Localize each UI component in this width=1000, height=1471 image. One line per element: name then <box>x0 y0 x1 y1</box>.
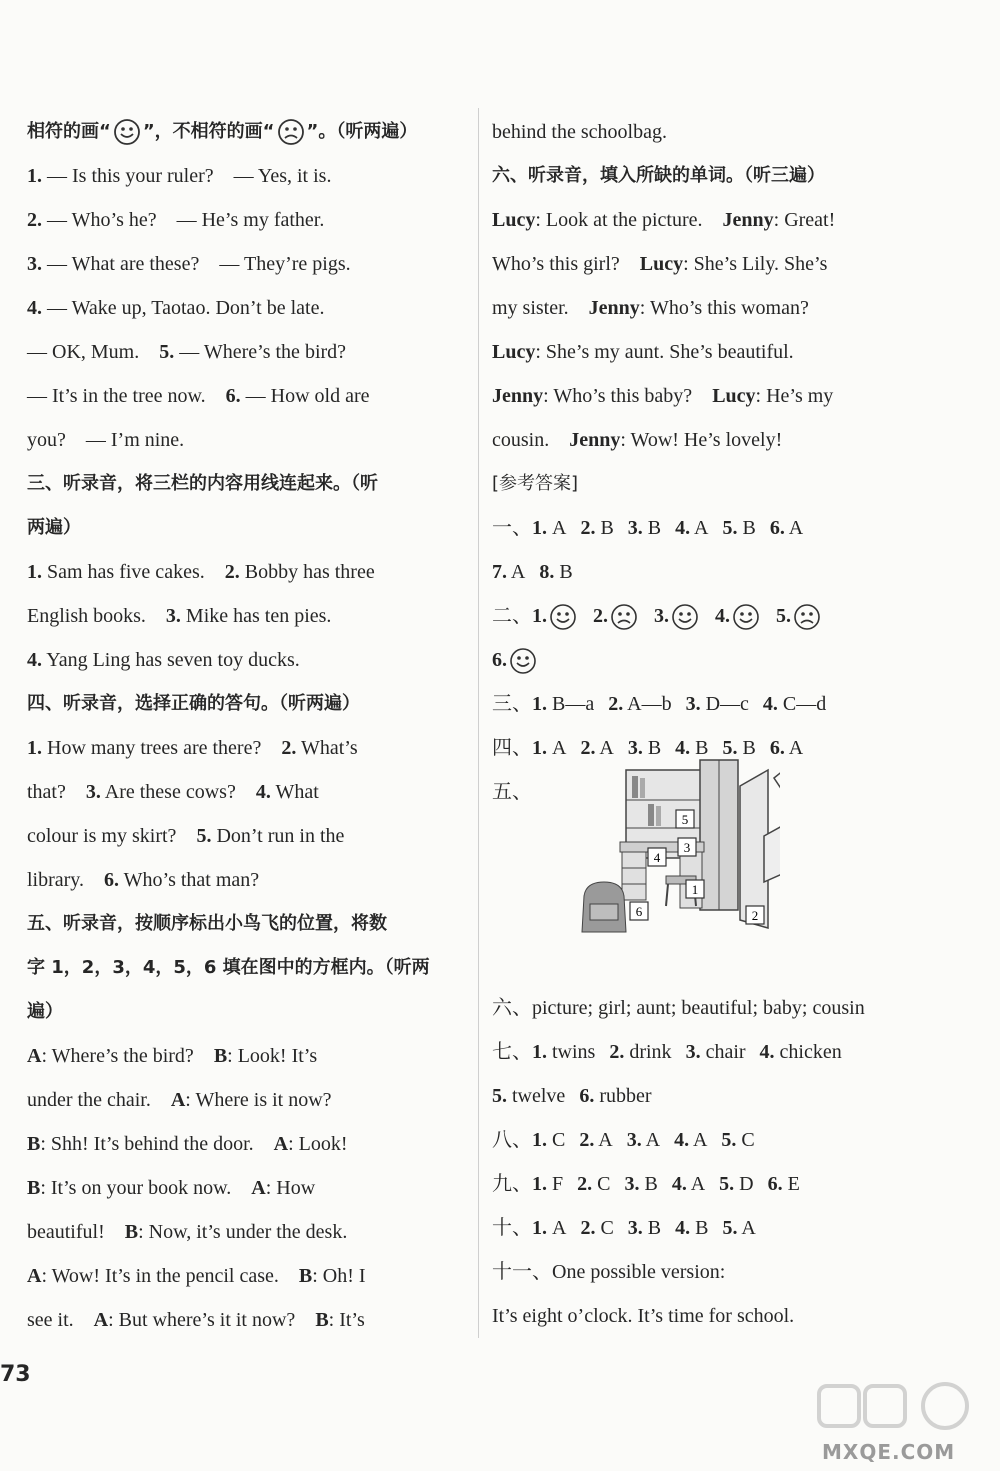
speaker: Jenny <box>492 385 544 407</box>
answer: A <box>694 517 709 539</box>
text: ”。（听两遍） <box>306 121 418 142</box>
page-number: 73 <box>0 1362 31 1387</box>
answer: A <box>788 517 804 539</box>
speaker: B <box>27 1133 41 1155</box>
answer-row-1-cont <box>492 550 912 594</box>
text: : Wow! He’s lovely! <box>620 429 783 451</box>
answer: rubber <box>599 1085 652 1107</box>
item-number: 3. <box>685 693 701 715</box>
item-number: 1. <box>27 737 42 759</box>
text: : Look at the picture. <box>535 209 723 231</box>
text: beautiful! <box>27 1221 125 1243</box>
item-number: 2. <box>580 1217 596 1239</box>
answer: A <box>552 737 567 759</box>
answer: A—b <box>627 693 672 715</box>
text: : Wow! It’s in the pencil case. <box>41 1265 299 1287</box>
answer: A <box>510 561 526 583</box>
answer: B <box>695 737 709 759</box>
item-number: 7. <box>492 561 507 583</box>
script-line <box>27 374 447 418</box>
answer: D—c <box>705 693 749 715</box>
dialogue-line <box>27 1254 447 1298</box>
text: my sister. <box>492 297 589 319</box>
text: : Look! It’s <box>227 1045 318 1067</box>
answer: A <box>598 1129 613 1151</box>
text: — Who’s he? — He’s my father. <box>42 209 325 231</box>
item-number: 3. <box>85 781 101 803</box>
room-illustration <box>550 756 780 952</box>
answer: C <box>597 1173 611 1195</box>
answer: B <box>559 561 573 583</box>
answer-box-label: 5 <box>681 812 689 827</box>
answer-row-3 <box>492 682 912 726</box>
text: : She’s Lily. She’s <box>683 253 828 275</box>
answer-row-9 <box>492 1162 912 1206</box>
item-number: 2. <box>580 517 596 539</box>
section-2-instruction <box>27 110 447 154</box>
item-number: 6. <box>492 649 507 671</box>
speaker: A <box>27 1265 42 1287</box>
section-4-heading: 四、听录音，选择正确的答句。（听两遍） <box>27 693 360 714</box>
answer: B—a <box>552 693 595 715</box>
item-number: 3. <box>627 1217 643 1239</box>
script-line <box>27 154 447 198</box>
answer-row-11-text: It’s eight o’clock. It’s time for school. <box>492 1305 795 1327</box>
speaker: B <box>213 1045 228 1067</box>
text: colour is my skirt? <box>27 825 197 847</box>
column-divider <box>478 108 479 1338</box>
text: — What are these? — They’re pigs. <box>42 253 351 275</box>
answer: F <box>552 1173 564 1195</box>
text: 相符的画“ <box>27 121 111 142</box>
text: — It’s in the tree now. <box>27 385 226 407</box>
item-number: 2. <box>281 737 297 759</box>
item-number: 5. <box>159 341 175 363</box>
script-line <box>27 638 447 682</box>
text: What’s <box>296 737 358 759</box>
item-number: 1. <box>532 737 547 759</box>
item-number: 3. <box>624 1173 640 1195</box>
answer-prefix: 四、 <box>492 737 532 759</box>
item-number: 1. <box>532 1041 547 1063</box>
text: Mike has ten pies. <box>180 605 332 627</box>
item-number: 1. <box>532 605 547 627</box>
answer: B <box>742 517 756 539</box>
sad-face-icon <box>793 603 821 631</box>
smiley-face-icon <box>509 647 537 675</box>
answer: A <box>552 1217 567 1239</box>
dialogue-line <box>492 198 912 242</box>
smiley-face-icon <box>113 118 141 146</box>
item-number: 2. <box>224 561 240 583</box>
answer-box <box>746 906 764 924</box>
answer: C <box>600 1217 614 1239</box>
item-number: 2. <box>580 737 596 759</box>
item-number: 3. <box>626 1129 642 1151</box>
speaker: Jenny <box>722 209 774 231</box>
answer: C <box>552 1129 566 1151</box>
answer-row-6 <box>492 986 912 1030</box>
speaker: B <box>124 1221 139 1243</box>
dialogue-line <box>27 1034 447 1078</box>
text: : Who’s this woman? <box>639 297 809 319</box>
answer-row-1 <box>492 506 912 550</box>
answer-box <box>686 880 704 898</box>
item-number: 2. <box>608 693 624 715</box>
sad-face-icon <box>610 603 638 631</box>
answer: A <box>692 1129 708 1151</box>
item-number: 4. <box>675 1217 691 1239</box>
answer: B <box>647 517 662 539</box>
text: : Where’s the bird? <box>41 1045 214 1067</box>
item-number: 4. <box>27 297 42 319</box>
item-number: 4. <box>759 1041 775 1063</box>
dialogue-line: behind the schoolbag. <box>492 121 667 143</box>
answer-prefix: 九、 <box>492 1173 532 1195</box>
answer-row-2-cont <box>492 638 912 682</box>
item-number: 6. <box>767 1173 783 1195</box>
speaker: B <box>315 1309 329 1331</box>
answer-prefix: 八、 <box>492 1129 532 1151</box>
answer-box <box>676 810 694 828</box>
smiley-face-icon <box>549 603 577 631</box>
text: Yang Ling has seven toy ducks. <box>42 649 300 671</box>
item-number: 3. <box>27 253 42 275</box>
smiley-face-icon <box>732 603 760 631</box>
answer: B <box>647 1217 662 1239</box>
script-line <box>27 858 447 902</box>
answer-box <box>678 838 696 856</box>
answer: chair <box>705 1041 746 1063</box>
speaker: Lucy <box>492 209 536 231</box>
script-line <box>27 814 447 858</box>
answer: B <box>644 1173 658 1195</box>
item-number: 4. <box>27 649 42 671</box>
speaker: A <box>170 1089 186 1111</box>
dialogue-line <box>492 330 912 374</box>
text: see it. <box>27 1309 94 1331</box>
text: Are these cows? <box>100 781 256 803</box>
script-line <box>27 726 447 770</box>
text: : But where’s it it now? <box>108 1309 316 1331</box>
dialogue-line <box>27 1078 447 1122</box>
item-number: 4. <box>675 517 691 539</box>
answer-box <box>630 902 648 920</box>
item-number: 4. <box>671 1173 687 1195</box>
answer-key-heading: [参考答案] <box>492 473 579 494</box>
sad-face-icon <box>277 118 305 146</box>
answer: E <box>787 1173 800 1195</box>
answer: drink <box>629 1041 672 1063</box>
script-line <box>27 286 447 330</box>
text: : Oh! I <box>312 1265 366 1287</box>
answer-row-2 <box>492 594 912 638</box>
item-number: 3. <box>627 517 643 539</box>
answer-prefix: 六、 <box>492 997 532 1019</box>
answer: D <box>739 1173 754 1195</box>
text: What <box>270 781 319 803</box>
text: Don’t run in the <box>211 825 345 847</box>
item-number: 6. <box>769 517 785 539</box>
item-number: 5. <box>722 1217 738 1239</box>
text: : Great! <box>773 209 836 231</box>
text: — Wake up, Taotao. Don’t be late. <box>42 297 325 319</box>
answer: A <box>788 737 804 759</box>
item-number: 1. <box>532 1129 547 1151</box>
script-line: you? — I’m nine. <box>27 429 185 451</box>
answer: B <box>695 1217 709 1239</box>
answer: A <box>741 1217 756 1239</box>
item-number: 6. <box>104 869 120 891</box>
speaker: A <box>251 1177 266 1199</box>
speaker: A <box>27 1045 42 1067</box>
text: Bobby has three <box>239 561 375 583</box>
text: : Now, it’s under the desk. <box>138 1221 348 1243</box>
item-number: 4. <box>715 605 730 627</box>
speaker: B <box>27 1177 41 1199</box>
item-number: 2. <box>593 605 608 627</box>
text: library. <box>27 869 105 891</box>
item-number: 1. <box>27 561 42 583</box>
answer-prefix: 三、 <box>492 693 532 715</box>
text: — OK, Mum. <box>27 341 160 363</box>
answer-row-11: 十一、One possible version: <box>492 1261 726 1283</box>
item-number: 5. <box>196 825 212 847</box>
speaker: Lucy <box>712 385 756 407</box>
item-number: 2. <box>579 1129 595 1151</box>
answer: A <box>599 737 614 759</box>
script-line <box>27 198 447 242</box>
text: : How <box>265 1177 316 1199</box>
answer-box-label: 1 <box>691 882 699 897</box>
dialogue-line <box>492 418 912 462</box>
speaker: B <box>298 1265 313 1287</box>
dialogue-line <box>27 1210 447 1254</box>
answer-row-10 <box>492 1206 912 1250</box>
answer-box-label: 2 <box>751 908 759 923</box>
answer-row-8 <box>492 1118 912 1162</box>
answer: B <box>647 737 662 759</box>
text: : She’s my aunt. She’s beautiful. <box>535 341 794 363</box>
answer-prefix: 一、 <box>492 517 532 539</box>
item-number: 4. <box>762 693 778 715</box>
watermark-text: MXQE.COM <box>822 1440 956 1464</box>
text: : Where is it now? <box>185 1089 332 1111</box>
text: : He’s my <box>755 385 834 407</box>
section-5-heading: 五、听录音，按顺序标出小鸟飞的位置，将数 <box>27 913 387 934</box>
text: Sam has five cakes. <box>42 561 225 583</box>
item-number: 1. <box>532 517 547 539</box>
answer: twelve <box>512 1085 566 1107</box>
item-number: 5. <box>719 1173 735 1195</box>
dialogue-line <box>492 286 912 330</box>
left-column <box>27 110 447 1342</box>
item-number: 8. <box>539 561 555 583</box>
text: Who’s that man? <box>119 869 260 891</box>
answer: C—d <box>782 693 827 715</box>
item-number: 4. <box>675 737 691 759</box>
text: : It’s on your book now. <box>40 1177 252 1199</box>
section-6-heading: 六、听录音，填入所缺的单词。（听三遍） <box>492 165 825 186</box>
text: that? <box>27 781 86 803</box>
item-number: 3. <box>165 605 181 627</box>
answer-box-label: 4 <box>653 850 661 865</box>
dialogue-line <box>492 242 912 286</box>
item-number: 2. <box>609 1041 625 1063</box>
dialogue-line <box>27 1298 447 1342</box>
speaker: Jenny <box>588 297 640 319</box>
answer-row-7-cont <box>492 1074 912 1118</box>
dialogue-line <box>27 1122 447 1166</box>
answer: B <box>742 737 756 759</box>
speaker: Jenny <box>569 429 621 451</box>
text: : Who’s this baby? <box>543 385 713 407</box>
item-number: 5. <box>722 737 738 759</box>
item-number: 1. <box>532 693 547 715</box>
item-number: 6. <box>225 385 241 407</box>
section-5-heading-end: 遍） <box>27 1001 63 1022</box>
answer-prefix: 七、 <box>492 1041 532 1063</box>
answer: twins <box>552 1041 596 1063</box>
script-line <box>27 594 447 638</box>
item-number: 1. <box>532 1217 547 1239</box>
answer: C <box>741 1129 755 1151</box>
item-number: 5. <box>776 605 791 627</box>
speaker: A <box>93 1309 109 1331</box>
dialogue-line <box>492 374 912 418</box>
text: Who’s this girl? <box>492 253 640 275</box>
item-number: 2. <box>27 209 42 231</box>
item-number: 5. <box>721 1129 737 1151</box>
script-line <box>27 550 447 594</box>
dialogue-line <box>27 1166 447 1210</box>
answer-box-label: 3 <box>683 840 691 855</box>
item-number: 3. <box>627 737 643 759</box>
item-number: 1. <box>532 1173 547 1195</box>
text: — Where’s the bird? <box>174 341 347 363</box>
item-number: 2. <box>577 1173 593 1195</box>
item-number: 5. <box>492 1085 507 1107</box>
speaker: Lucy <box>639 253 684 275</box>
section-3-heading-cont: 两遍） <box>27 517 81 538</box>
item-number: 5. <box>722 517 738 539</box>
speaker: Lucy <box>492 341 536 363</box>
script-line <box>27 242 447 286</box>
answer-prefix: 十、 <box>492 1217 532 1239</box>
answer-prefix: 二、 <box>492 605 532 627</box>
answer: A <box>645 1129 661 1151</box>
script-line <box>27 770 447 814</box>
text: : Shh! It’s behind the door. <box>40 1133 274 1155</box>
section-3-heading: 三、听录音，将三栏的内容用线连起来。（听 <box>27 473 378 494</box>
answer-prefix: 五、 <box>492 781 532 803</box>
text: : It’s <box>328 1309 365 1331</box>
speaker: A <box>273 1133 289 1155</box>
text: cousin. <box>492 429 570 451</box>
answer: A <box>552 517 567 539</box>
answer: A <box>690 1173 706 1195</box>
item-number: 3. <box>685 1041 701 1063</box>
section-5-heading-cont: 字 1，2，3，4，5，6 填在图中的方框内。（听两 <box>27 957 430 978</box>
text: — How old are <box>240 385 370 407</box>
item-number: 4. <box>255 781 271 803</box>
answer: chicken <box>779 1041 842 1063</box>
text: — Is this your ruler? — Yes, it is. <box>42 165 332 187</box>
answer: B <box>600 517 614 539</box>
text: : Look! <box>288 1133 348 1155</box>
answer-box <box>648 848 666 866</box>
answer-row-5 <box>492 770 912 986</box>
text: How many trees are there? <box>42 737 282 759</box>
smiley-face-icon <box>671 603 699 631</box>
script-line <box>27 330 447 374</box>
item-number: 6. <box>579 1085 595 1107</box>
text: ”，不相符的画“ <box>142 121 275 142</box>
item-number: 4. <box>674 1129 690 1151</box>
text: English books. <box>27 605 166 627</box>
text: under the chair. <box>27 1089 171 1111</box>
item-number: 1. <box>27 165 42 187</box>
right-column <box>492 110 912 1338</box>
answer-row-7 <box>492 1030 912 1074</box>
answer-box-label: 6 <box>635 904 643 919</box>
item-number: 3. <box>654 605 669 627</box>
answer: picture; girl; aunt; beautiful; baby; cousin <box>532 997 865 1019</box>
item-number: 6. <box>769 737 785 759</box>
